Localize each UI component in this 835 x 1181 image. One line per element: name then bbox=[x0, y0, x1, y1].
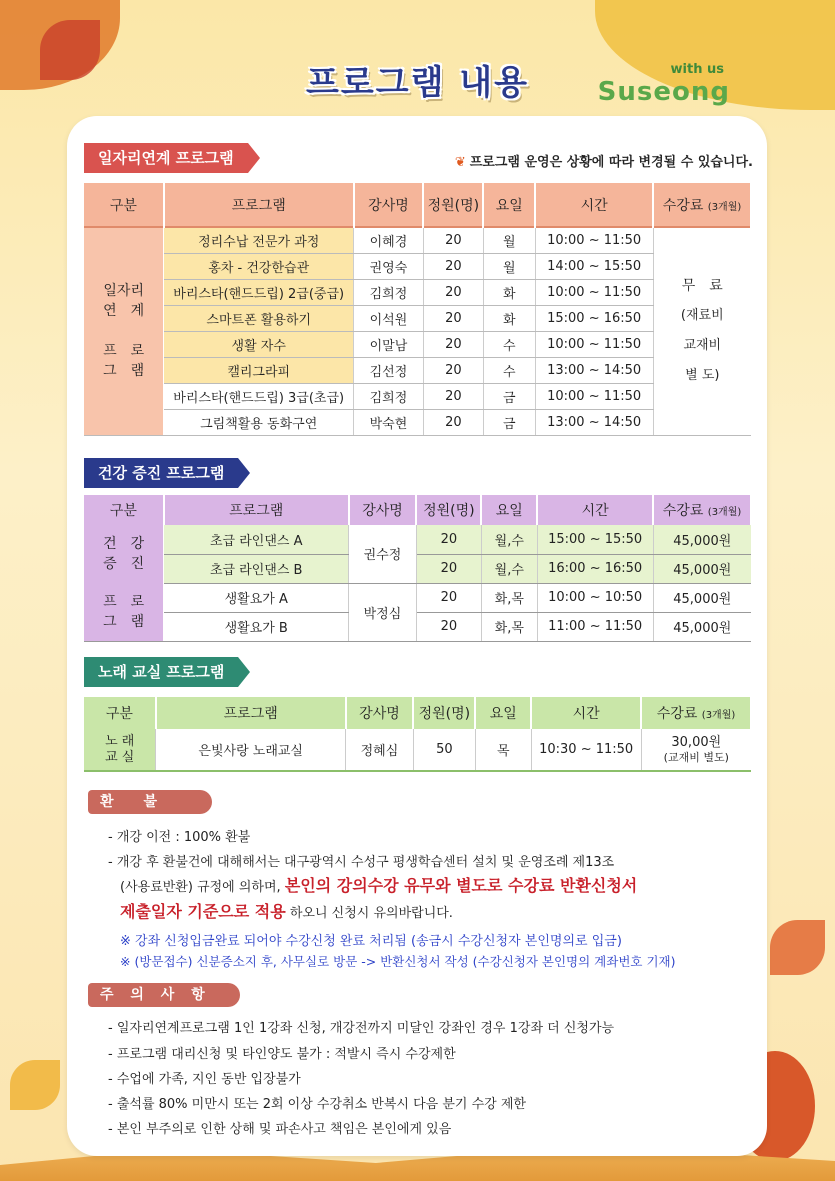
maple-leaf-icon: ❦ bbox=[454, 155, 466, 170]
refund-line: 제출일자 기준으로 적용 하오니 신청시 유의바랍니다. bbox=[120, 902, 453, 921]
time: 11:00 ~ 11:50 bbox=[537, 612, 653, 641]
job-program-table bbox=[84, 183, 752, 436]
fee: 45,000원 bbox=[653, 583, 751, 612]
capacity: 20 bbox=[416, 612, 481, 641]
capacity: 20 bbox=[423, 253, 483, 279]
section-label-health: 건강 증진 프로그램 bbox=[84, 458, 238, 488]
header-teacher: 강사명 bbox=[354, 183, 424, 227]
caution-label: 주 의 사 항 bbox=[88, 983, 240, 1007]
song-program-table bbox=[84, 697, 752, 772]
table-row bbox=[84, 253, 751, 279]
table-row bbox=[84, 583, 751, 612]
capacity: 20 bbox=[416, 583, 481, 612]
table-row bbox=[84, 409, 751, 435]
time: 14:00 ~ 15:50 bbox=[535, 253, 653, 279]
teacher-name: 권영숙 bbox=[354, 253, 424, 279]
caution-item: - 수업에 가족, 지인 동반 입장불가 bbox=[108, 1072, 301, 1087]
refund-line: - 개강 이전 : 100% 환불 bbox=[108, 830, 251, 845]
capacity: 50 bbox=[413, 729, 475, 771]
time: 15:00 ~ 16:50 bbox=[535, 305, 653, 331]
capacity: 20 bbox=[416, 525, 481, 554]
header-teacher: 강사명 bbox=[349, 495, 417, 525]
program-name: 생활요가 B bbox=[164, 612, 349, 641]
header-day: 요일 bbox=[475, 697, 531, 729]
teacher-name: 박정심 bbox=[349, 583, 417, 641]
change-notice: ❦ 프로그램 운영은 상황에 따라 변경될 수 있습니다. bbox=[454, 155, 753, 170]
program-name: 바리스타(핸드드립) 3급(초급) bbox=[164, 383, 354, 409]
capacity: 20 bbox=[423, 383, 483, 409]
category-cell: 일자리 연 계 프 로 그 램 bbox=[84, 227, 164, 435]
day: 월,수 bbox=[481, 554, 537, 583]
day: 목 bbox=[475, 729, 531, 771]
brand-tagline: with us bbox=[670, 62, 724, 77]
fee: 45,000원 bbox=[653, 612, 751, 641]
section-label-job: 일자리연계 프로그램 bbox=[84, 143, 248, 173]
program-name: 캘리그라피 bbox=[164, 357, 354, 383]
capacity: 20 bbox=[423, 279, 483, 305]
time: 10:00 ~ 11:50 bbox=[535, 331, 653, 357]
refund-emphasis: 본인의 강의수강 유무와 별도로 수강료 반환신청서 bbox=[284, 876, 638, 895]
program-name: 바리스타(핸드드립) 2급(중급) bbox=[164, 279, 354, 305]
teacher-name: 정혜심 bbox=[346, 729, 414, 771]
maple-leaf-decoration bbox=[770, 920, 825, 975]
table-row bbox=[84, 357, 751, 383]
teacher-name: 김선정 bbox=[354, 357, 424, 383]
header-category: 구분 bbox=[84, 183, 164, 227]
capacity: 20 bbox=[423, 227, 483, 253]
teacher-name: 권수정 bbox=[349, 525, 417, 583]
category-cell: 건 강 증 진 프 로 그 램 bbox=[84, 525, 164, 641]
header-fee: 수강료 (3개월) bbox=[653, 495, 751, 525]
day: 금 bbox=[483, 409, 535, 435]
day: 화 bbox=[483, 279, 535, 305]
brand-logo bbox=[598, 62, 730, 107]
header-time: 시간 bbox=[535, 183, 653, 227]
teacher-name: 이말남 bbox=[354, 331, 424, 357]
table-row bbox=[84, 383, 751, 409]
header-fee: 수강료 (3개월) bbox=[641, 697, 751, 729]
header-program: 프로그램 bbox=[156, 697, 346, 729]
section-label-song: 노래 교실 프로그램 bbox=[84, 657, 238, 687]
program-name: 은빛사랑 노래교실 bbox=[156, 729, 346, 771]
capacity: 20 bbox=[423, 357, 483, 383]
fee: 30,00원 (교재비 별도) bbox=[641, 729, 751, 771]
program-name: 생활요가 A bbox=[164, 583, 349, 612]
header-fee: 수강료 (3개월) bbox=[653, 183, 751, 227]
refund-label: 환 불 bbox=[88, 790, 212, 814]
table-row bbox=[84, 305, 751, 331]
caution-item: - 출석률 80% 미만시 또는 2회 이상 수강취소 반복시 다음 분기 수강 제한 bbox=[108, 1097, 526, 1112]
day: 수 bbox=[483, 331, 535, 357]
table-row bbox=[84, 331, 751, 357]
maple-leaf-decoration bbox=[10, 1060, 60, 1110]
header-category: 구분 bbox=[84, 697, 156, 729]
program-name: 홍차 - 건강한습관 bbox=[164, 253, 354, 279]
header-category: 구분 bbox=[84, 495, 164, 525]
refund-emphasis: 제출일자 기준으로 적용 bbox=[120, 902, 286, 921]
capacity: 20 bbox=[423, 409, 483, 435]
header-capacity: 정원(명) bbox=[413, 697, 475, 729]
header-teacher: 강사명 bbox=[346, 697, 414, 729]
header-program: 프로그램 bbox=[164, 183, 354, 227]
table-row bbox=[84, 279, 751, 305]
caution-item: - 프로그램 대리신청 및 타인양도 불가 : 적발시 즉시 수강제한 bbox=[108, 1047, 456, 1062]
teacher-name: 김희정 bbox=[354, 279, 424, 305]
program-name: 스마트폰 활용하기 bbox=[164, 305, 354, 331]
page-title: 프로그램 내용 bbox=[306, 63, 529, 103]
caution-item: - 일자리연계프로그램 1인 1강좌 신청, 개강전까지 미달인 강좌인 경우 1강좌 더 신청가능 bbox=[108, 1021, 615, 1036]
header-time: 시간 bbox=[537, 495, 653, 525]
refund-line: - 개강 후 환불건에 대해해서는 대구광역시 수성구 평생학습센터 설치 및 운영조례 제13조 bbox=[108, 855, 615, 870]
day: 화,목 bbox=[481, 583, 537, 612]
time: 13:00 ~ 14:50 bbox=[535, 409, 653, 435]
header-day: 요일 bbox=[481, 495, 537, 525]
brand-name: Suseong bbox=[597, 77, 730, 107]
header-capacity: 정원(명) bbox=[416, 495, 481, 525]
refund-note: ※ 강좌 신청입금완료 되어야 수강신청 완료 처리됨 (송금시 수강신청자 본인명의로 입금) bbox=[120, 934, 622, 949]
teacher-name: 김희정 bbox=[354, 383, 424, 409]
program-name: 그림책활용 동화구연 bbox=[164, 409, 354, 435]
time: 10:00 ~ 11:50 bbox=[535, 227, 653, 253]
day: 월,수 bbox=[481, 525, 537, 554]
capacity: 20 bbox=[423, 331, 483, 357]
time: 10:00 ~ 11:50 bbox=[535, 279, 653, 305]
fee: 45,000원 bbox=[653, 554, 751, 583]
header-capacity: 정원(명) bbox=[423, 183, 483, 227]
time: 13:00 ~ 14:50 bbox=[535, 357, 653, 383]
day: 수 bbox=[483, 357, 535, 383]
table-header-row bbox=[84, 697, 751, 729]
teacher-name: 박숙현 bbox=[354, 409, 424, 435]
header-time: 시간 bbox=[531, 697, 641, 729]
day: 화 bbox=[483, 305, 535, 331]
refund-note: ※ (방문접수) 신분증소지 후, 사무실로 방문 -> 반환신청서 작성 (수강신청자 본인명의 계좌번호 기재) bbox=[120, 954, 676, 969]
table-header-row bbox=[84, 183, 751, 227]
health-program-table bbox=[84, 495, 752, 642]
time: 10:00 ~ 10:50 bbox=[537, 583, 653, 612]
teacher-name: 이석원 bbox=[354, 305, 424, 331]
program-name: 생활 자수 bbox=[164, 331, 354, 357]
day: 월 bbox=[483, 253, 535, 279]
table-row bbox=[84, 554, 751, 583]
capacity: 20 bbox=[423, 305, 483, 331]
day: 월 bbox=[483, 227, 535, 253]
table-row bbox=[84, 525, 751, 554]
time: 10:30 ~ 11:50 bbox=[531, 729, 641, 771]
time: 16:00 ~ 16:50 bbox=[537, 554, 653, 583]
program-name: 정리수납 전문가 과정 bbox=[164, 227, 354, 253]
caution-item: - 본인 부주의로 인한 상해 및 파손사고 책임은 본인에게 있음 bbox=[108, 1122, 452, 1137]
refund-line: (사용료반환) 규정에 의하며, 본인의 강의수강 유무와 별도로 수강료 반환신청서 bbox=[120, 876, 638, 895]
table-header-row bbox=[84, 495, 751, 525]
day: 화,목 bbox=[481, 612, 537, 641]
program-name: 초급 라인댄스 B bbox=[164, 554, 349, 583]
fee-cell: 무 료 (재료비 교재비 별 도) bbox=[653, 227, 751, 435]
category-cell: 노 래 교 실 bbox=[84, 729, 156, 771]
fee: 45,000원 bbox=[653, 525, 751, 554]
time: 10:00 ~ 11:50 bbox=[535, 383, 653, 409]
teacher-name: 이혜경 bbox=[354, 227, 424, 253]
header-program: 프로그램 bbox=[164, 495, 349, 525]
header-day: 요일 bbox=[483, 183, 535, 227]
capacity: 20 bbox=[416, 554, 481, 583]
table-row bbox=[84, 227, 751, 253]
program-name: 초급 라인댄스 A bbox=[164, 525, 349, 554]
day: 금 bbox=[483, 383, 535, 409]
table-row bbox=[84, 612, 751, 641]
table-row bbox=[84, 729, 751, 771]
time: 15:00 ~ 15:50 bbox=[537, 525, 653, 554]
